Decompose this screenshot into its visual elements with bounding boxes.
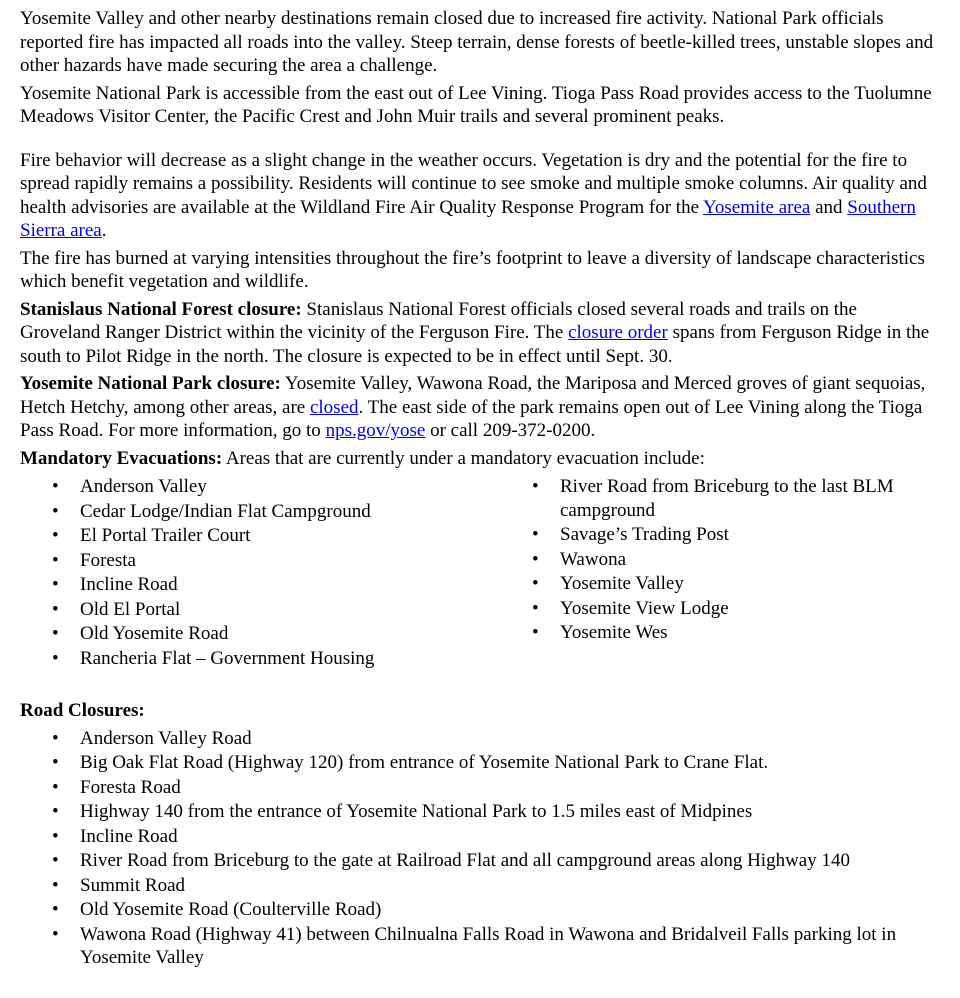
list-item: • Summit Road <box>52 874 186 896</box>
bullet-icon: • <box>532 597 539 619</box>
list-item: • Old Yosemite Road <box>52 623 229 644</box>
bullet-icon: • <box>52 500 59 522</box>
bullet-icon: • <box>532 573 539 594</box>
bullet-icon: • <box>532 548 539 570</box>
paragraph-valley-closed: Yosemite Valley and other nearby destinations remain closed due to increased fire activity. National Park officials reported fire has impacted all roads into the valley. Steep terrain, dense forests of beetle-killed trees, unstable slopes and other hazards have made securing the area a challenge. <box>20 8 934 76</box>
closure-order-link[interactable]: closure order <box>568 322 668 343</box>
paragraph-fire-behavior <box>20 149 940 243</box>
list-item: • Incline Road <box>52 574 178 595</box>
yosemite-area-link[interactable]: Yosemite area <box>703 196 811 218</box>
yosemite-closure-text-2: . The east side of the park remains open out of Lee Vining along the Tioga Pass Road. For more information, go to <box>20 396 923 441</box>
bullet-icon: • <box>52 752 59 773</box>
bullet-icon: • <box>52 574 59 595</box>
fire-behavior-text: Fire behavior will decrease as a slight change in the weather occurs. Vegetation is dry and the potential for the fire to spread rapidly remains a possibility. Residents will continue to see smoke and multiple smoke columns. Air quality and health advisories are available at the Wildland Fire Air Quality Response Program for the <box>20 149 927 218</box>
list-item: • Savage’s Trading Post <box>532 524 729 545</box>
bullet-icon: • <box>52 825 59 847</box>
list-item: • Anderson Valley <box>52 476 207 497</box>
bullet-icon: • <box>52 801 59 822</box>
bullet-icon: • <box>52 525 59 546</box>
list-item: • Yosemite Wes <box>532 622 668 643</box>
list-item: • Yosemite View Lodge <box>532 597 729 619</box>
list-item: • Rancheria Flat – Government Housing <box>52 647 375 669</box>
list-item: • Wawona <box>532 548 626 570</box>
bullet-icon: • <box>532 622 539 643</box>
evacuation-lists <box>20 475 940 671</box>
evacuations-heading: Mandatory Evacuations: <box>20 447 223 469</box>
list-item: • Foresta <box>52 549 136 571</box>
list-item: • El Portal Trailer Court <box>52 525 251 546</box>
bullet-icon: • <box>52 776 59 798</box>
evacuation-list-right <box>500 475 940 671</box>
list-item: • Cedar Lodge/Indian Flat Campground <box>52 500 371 522</box>
list-item: • Old El Portal <box>52 598 181 620</box>
yosemite-closure-text-3: or call 209-372-0200. <box>425 420 596 441</box>
nps-gov-yose-link[interactable]: nps.gov/yose <box>325 420 426 441</box>
paragraph-yosemite-closure <box>20 372 940 443</box>
evacuation-list-left <box>20 475 500 671</box>
list-item: • Incline Road <box>52 825 178 847</box>
fire-behavior-period: . <box>101 220 107 241</box>
bullet-icon: • <box>52 850 59 871</box>
road-closures-list <box>20 727 940 970</box>
bullet-icon: • <box>52 647 59 669</box>
fire-behavior-and: and <box>810 196 848 218</box>
closed-link[interactable]: closed <box>309 396 359 418</box>
bullet-icon: • <box>52 598 59 620</box>
evacuations-intro: Areas that are currently under a mandatory evacuation include: <box>222 447 705 469</box>
list-item: • Anderson Valley Road <box>52 727 252 749</box>
road-closures-paragraph <box>20 699 940 723</box>
list-item: • Big Oak Flat Road (Highway 120) from entrance of Yosemite National Park to Crane Flat. <box>52 752 769 773</box>
bullet-icon: • <box>52 549 59 571</box>
road-closures-heading: Road Closures: <box>20 700 145 721</box>
stanislaus-heading: Stanislaus National Forest closure: <box>20 298 302 320</box>
list-item: • River Road from Briceburg to the gate at Railroad Flat and all campground areas along Highway 140 <box>52 850 850 871</box>
southern-sierra-area-link[interactable]: Southern Sierra area <box>20 196 916 241</box>
list-item: • River Road from Briceburg to the last BLM campground <box>532 476 894 521</box>
paragraph-evacuations <box>20 447 940 471</box>
bullet-icon: • <box>52 623 59 644</box>
bullet-icon: • <box>52 476 59 497</box>
stanislaus-text-1: Stanislaus National Forest officials closed several roads and trails on the Groveland Ranger District within the vicinity of the Ferguson Fire. The <box>20 298 857 343</box>
bullet-icon: • <box>52 923 59 945</box>
list-item: • Foresta Road <box>52 776 181 798</box>
list-item: • Highway 140 from the entrance of Yosemite National Park to 1.5 miles east of Midpines <box>52 801 753 822</box>
bullet-icon: • <box>532 524 539 545</box>
bullet-icon: • <box>52 899 59 920</box>
list-item: • Yosemite Valley <box>532 573 684 594</box>
bullet-icon: • <box>52 727 59 749</box>
list-item: • Wawona Road (Highway 41) between Chilnualna Falls Road in Wawona and Bridalveil Falls parking lot in Yosemite Valley <box>52 923 897 968</box>
list-item: • Old Yosemite Road (Coulterville Road) <box>52 899 382 920</box>
stanislaus-text-2: spans from Ferguson Ridge in the south to Pilot Ridge in the north. The closure is expected to be in effect until Sept. 30. <box>20 322 930 367</box>
bullet-icon: • <box>52 874 59 896</box>
paragraph-park-access: Yosemite National Park is accessible from the east out of Lee Vining. Tioga Pass Road provides access to the Tuolumne Meadows Visitor Center, the Pacific Crest and John Muir trails and several prominent peaks. <box>20 82 932 127</box>
yosemite-closure-text-1: Yosemite Valley, Wawona Road, the Mariposa and Merced groves of giant sequoias, Hetch Hetchy, among other areas, are <box>20 373 926 418</box>
bullet-icon: • <box>532 476 539 497</box>
yosemite-closure-heading: Yosemite National Park closure: <box>20 373 281 394</box>
paragraph-landscape: The fire has burned at varying intensities throughout the fire’s footprint to leave a diversity of landscape characteristics which benefit vegetation and wildlife. <box>20 247 925 292</box>
paragraph-stanislaus-closure <box>20 298 940 369</box>
